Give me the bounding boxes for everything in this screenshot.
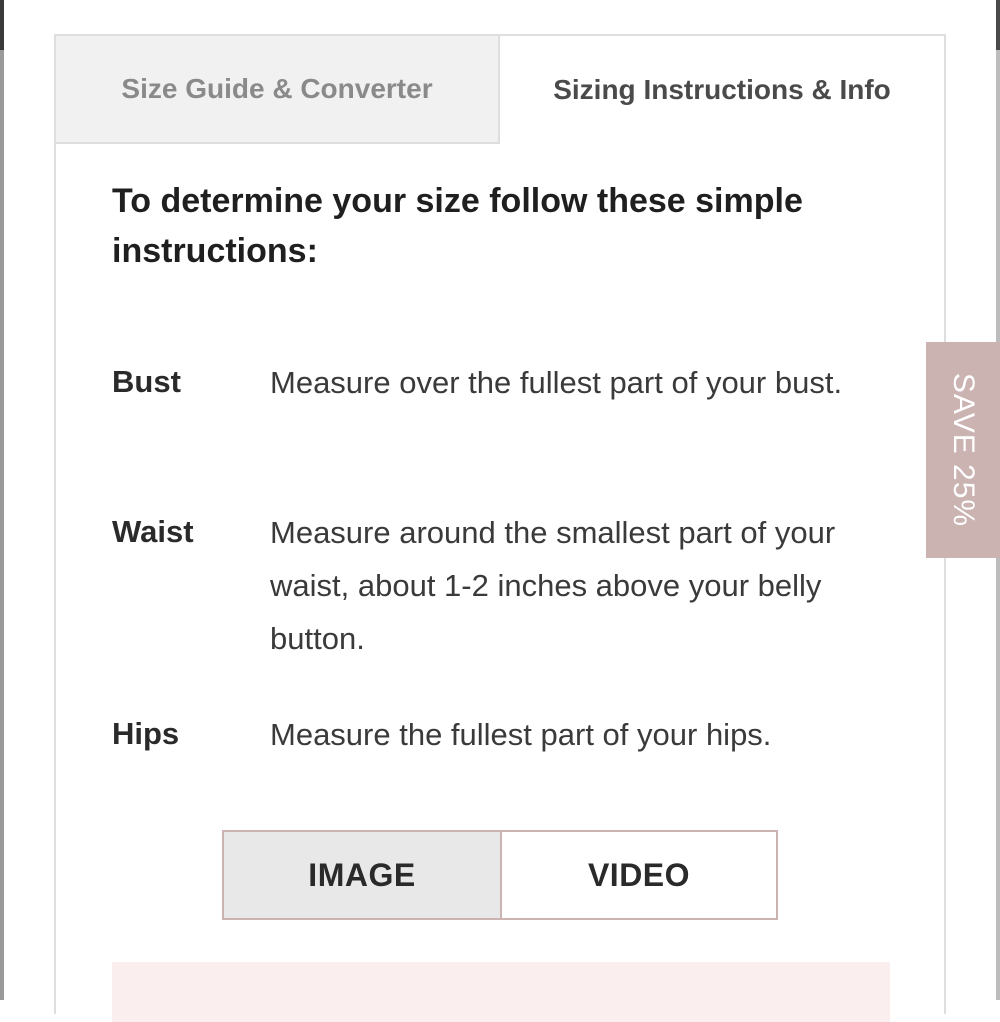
media-content-area [112, 962, 890, 1022]
size-guide-panel [54, 34, 946, 1014]
instructions-heading: To determine your size follow these simple instructions: [112, 182, 803, 270]
measurement-label: Hips [112, 716, 180, 751]
save-promo-label: SAVE 25% [947, 372, 981, 528]
video-toggle-button[interactable]: VIDEO [502, 832, 776, 918]
measurement-label: Bust [112, 364, 181, 399]
tab-sizing-instructions[interactable]: Sizing Instructions & Info [500, 36, 944, 144]
image-toggle-button[interactable]: IMAGE [224, 832, 502, 918]
measurement-row-bust [112, 356, 892, 409]
measurement-description: Measure the fullest part of your hips. [270, 717, 772, 752]
save-promo-tab[interactable] [926, 342, 1000, 558]
tab-size-guide-converter[interactable]: Size Guide & Converter [56, 36, 500, 144]
measurement-description: Measure around the smallest part of your waist, about 1-2 inches above your belly button. [270, 515, 836, 656]
left-edge [0, 0, 4, 1000]
measurement-row-hips [112, 708, 892, 761]
measurement-label: Waist [112, 514, 194, 549]
media-toggle [222, 830, 778, 920]
measurement-row-waist [112, 506, 892, 665]
measurement-description: Measure over the fullest part of your bust. [270, 365, 843, 400]
tab-bar [56, 36, 944, 144]
